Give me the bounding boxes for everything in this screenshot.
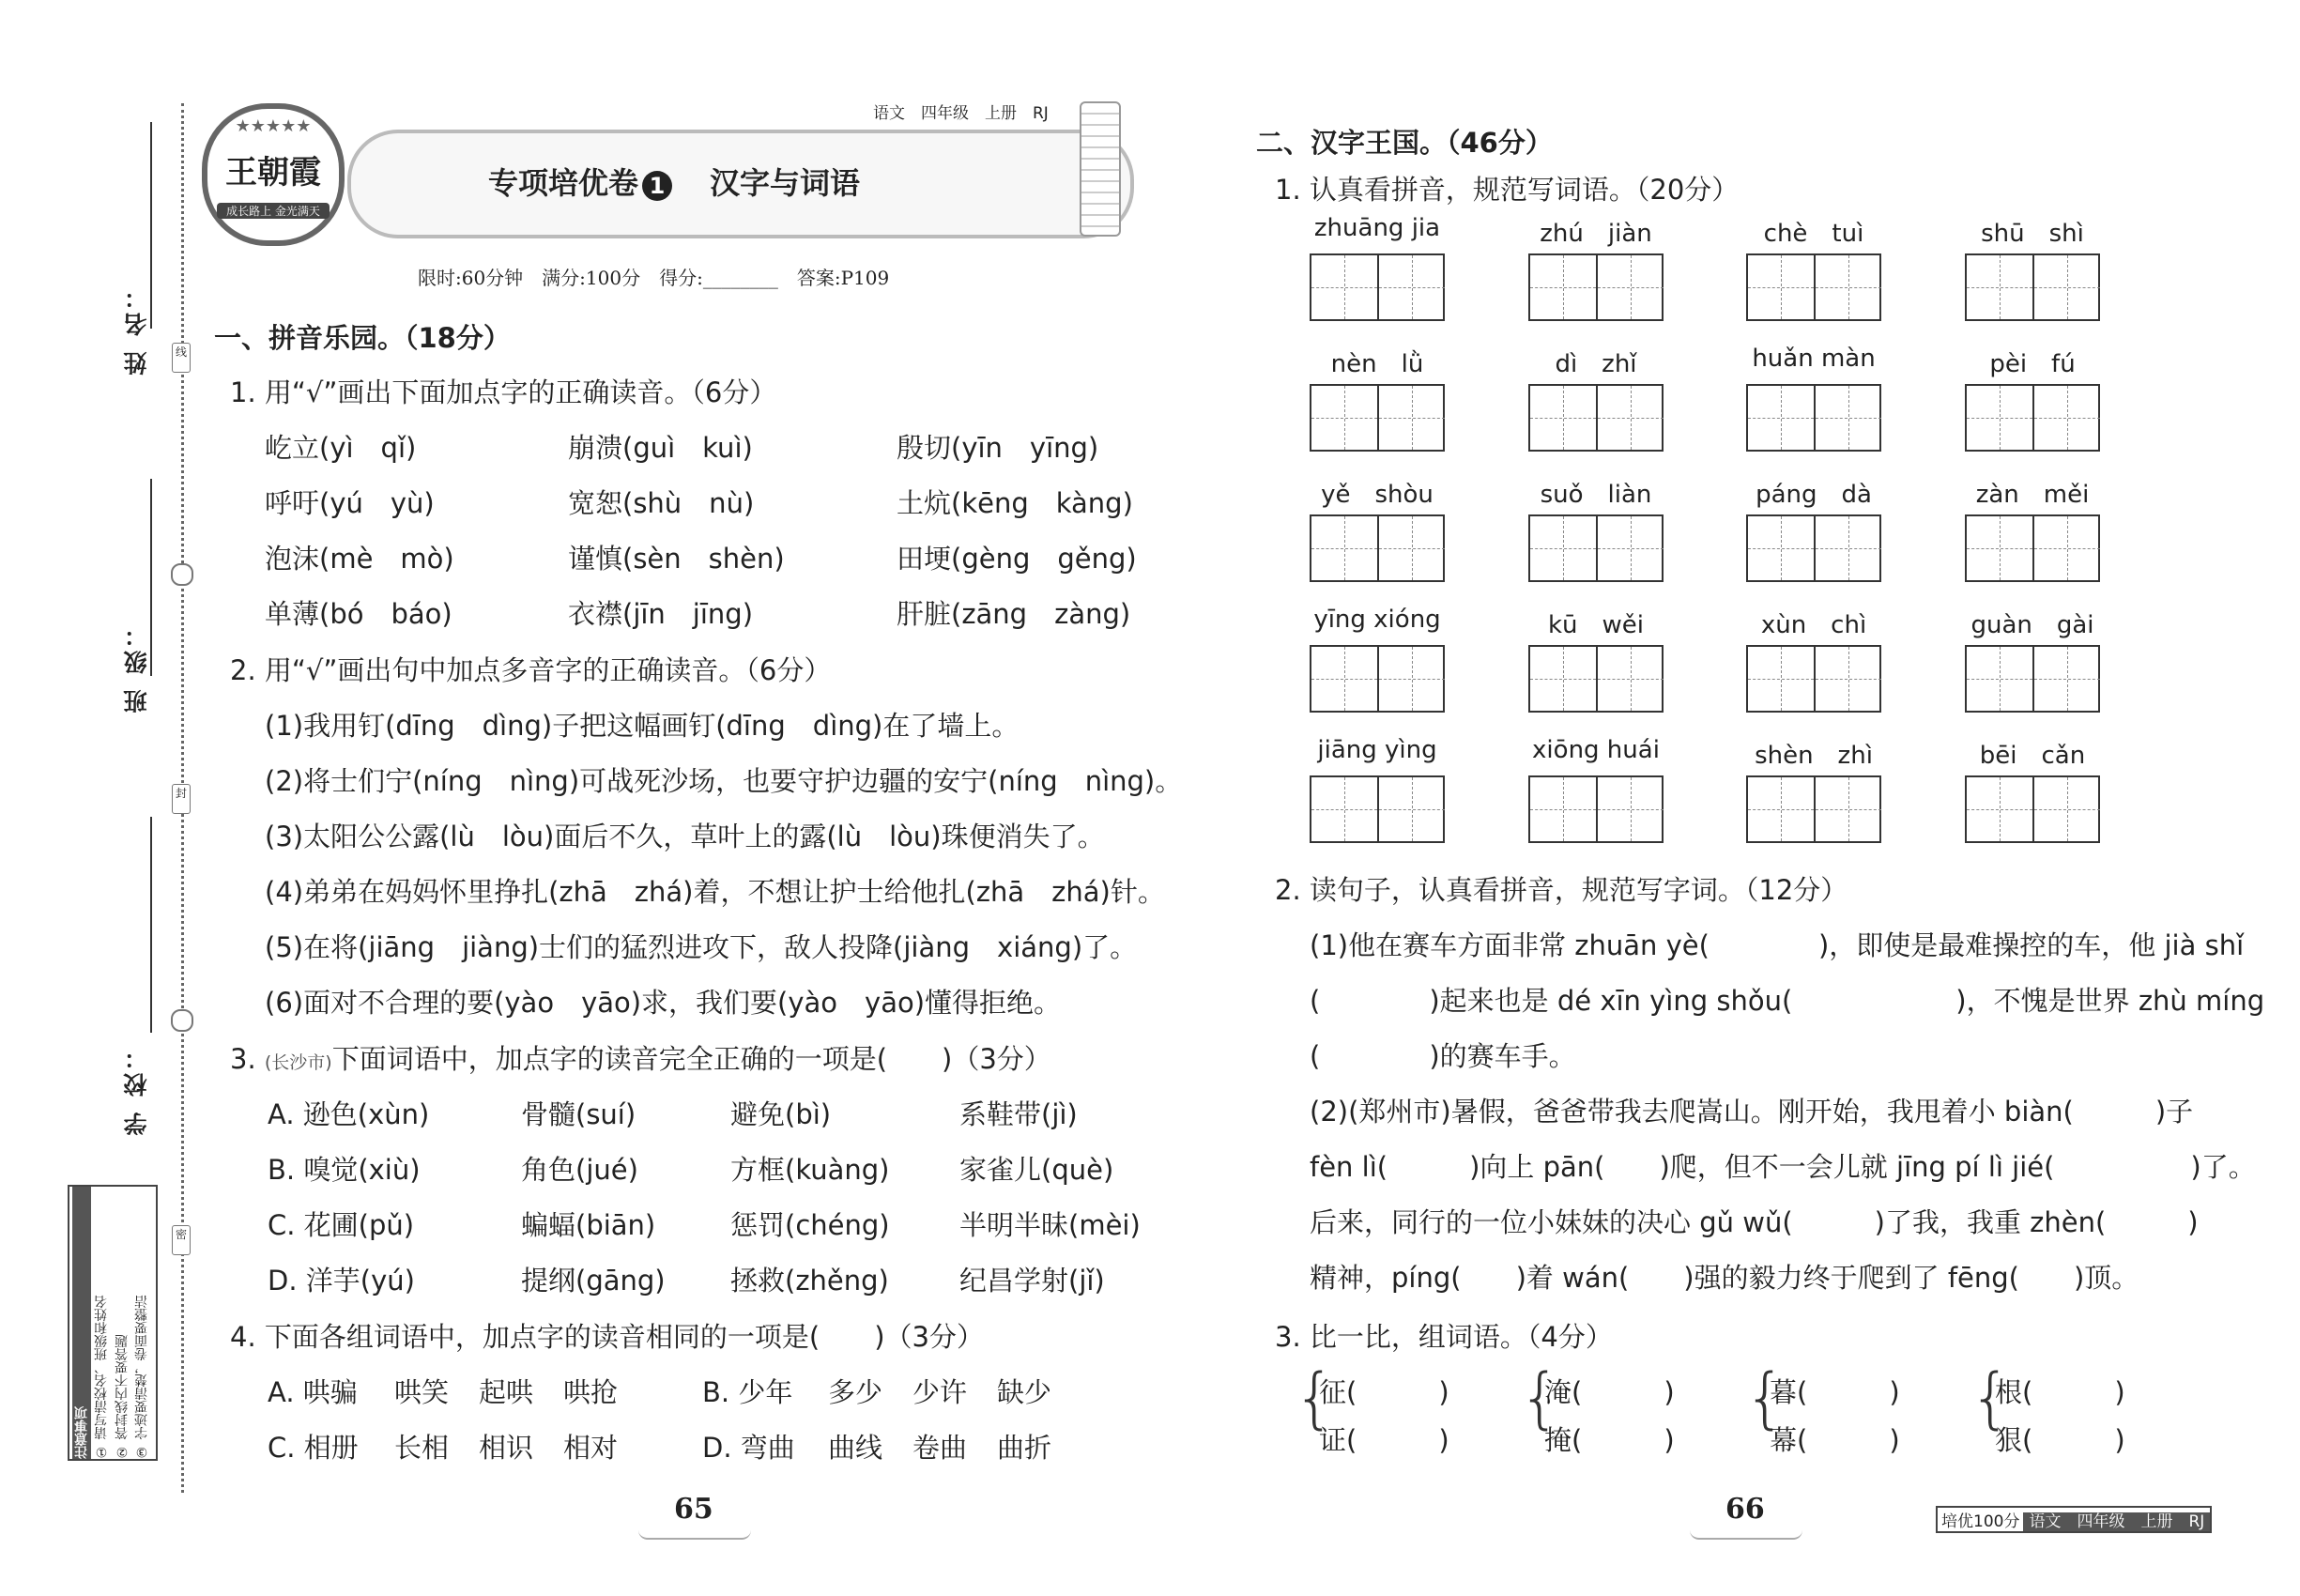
brace-icon: {	[1970, 1359, 2012, 1436]
q3-option: 半明半昧(mèi)	[959, 1209, 1141, 1241]
q1-item: 宽恕(shù nù)	[568, 487, 755, 519]
brand-sub: 成长路上 金光满天	[217, 203, 330, 219]
q1-item: 肝脏(zāng zàng)	[897, 598, 1131, 630]
grid-cell[interactable]	[1311, 255, 1379, 319]
grid-cell[interactable]	[2034, 255, 2100, 319]
q3-option: 惩罚(chéng)	[730, 1209, 890, 1241]
q2-line: (1)我用钉(dīng dìng)子把这幅画钉(dīng dìng)在了墙上。	[265, 710, 1020, 742]
brand-logo	[202, 103, 345, 246]
q4-word: 多少	[828, 1376, 883, 1408]
page-ornament	[1690, 1530, 1802, 1540]
q3-option: 纪昌学射(jǐ)	[959, 1265, 1105, 1297]
grid-cell[interactable]	[1748, 647, 1816, 711]
grid-cell[interactable]	[1311, 777, 1379, 841]
q4-word: 缺少	[997, 1376, 1052, 1408]
q3-num: 3.	[230, 1043, 256, 1075]
page-number-left: 65	[674, 1493, 713, 1526]
q3-option: B. 嗅觉(xiù)	[268, 1154, 421, 1186]
compare-item: 征( )	[1319, 1376, 1449, 1408]
writing-grid[interactable]	[1965, 384, 2100, 452]
q3-text: 下面词语中，加点字的读音完全正确的一项是( )（3分）	[331, 1043, 1051, 1075]
grid-cell[interactable]	[1967, 647, 2034, 711]
pinyin-prompt: xùn chì	[1760, 611, 1867, 639]
q3-option: 角色(jué)	[521, 1154, 638, 1186]
writing-grid[interactable]	[1746, 514, 1881, 582]
q3-option: 家雀儿(què)	[959, 1154, 1114, 1186]
q4-word: C. 相册	[268, 1432, 359, 1464]
stars-icon: ★★★★★	[235, 116, 312, 136]
grid-cell[interactable]	[1816, 647, 1881, 711]
r-q2-line: 精神，píng( )着 wán( )强的毅力终于爬到了 fēng( )顶。	[1310, 1262, 2139, 1294]
grid-cell[interactable]	[2034, 386, 2100, 450]
footer-tag: 培优100分	[1941, 1512, 2020, 1531]
binding-hole-icon	[171, 1009, 193, 1032]
compare-item: 掩( )	[1544, 1424, 1675, 1456]
pinyin-prompt: dì zhǐ	[1555, 350, 1637, 378]
q3-option: 蝙蝠(biān)	[521, 1209, 656, 1241]
writing-grid[interactable]	[1528, 253, 1664, 321]
q1-item: 殷切(yīn yīng)	[897, 432, 1099, 464]
r-q2-line: 后来，同行的一位小妹妹的决心 gǔ wǔ( )了我，我重 zhèn( )	[1310, 1206, 2199, 1238]
q3-option: D. 洋芋(yú)	[268, 1265, 415, 1297]
brace-icon: {	[1744, 1359, 1786, 1436]
pinyin-prompt: zàn měi	[1975, 481, 2090, 509]
grid-cell[interactable]	[1816, 255, 1881, 319]
cut-mark: 封	[172, 784, 191, 814]
r-q2-prompt: 2. 读句子，认真看拼音，规范写字词。（12分）	[1275, 874, 1848, 906]
q3-option: 方框(kuàng)	[730, 1154, 890, 1186]
title-main: 汉字与词语	[710, 165, 861, 201]
q4-word: B. 少年	[702, 1376, 793, 1408]
q4-word: 起哄	[479, 1376, 534, 1408]
grid-cell[interactable]	[1530, 386, 1598, 450]
pinyin-prompt: jiāng yìng	[1317, 736, 1437, 764]
q4-word: 少许	[912, 1376, 968, 1408]
q3-option: C. 花圃(pǔ)	[268, 1209, 415, 1241]
grid-cell[interactable]	[1816, 386, 1881, 450]
grid-cell[interactable]	[1530, 777, 1598, 841]
grid-cell[interactable]	[1379, 255, 1445, 319]
pinyin-prompt: shū shì	[1981, 220, 2084, 248]
q4-word: 相识	[479, 1432, 534, 1464]
writing-grid[interactable]	[1310, 645, 1445, 713]
q4-word: 相对	[563, 1432, 619, 1464]
q2-prompt: 2. 用“√”画出句中加点多音字的正确读音。（6分）	[230, 654, 832, 686]
compare-item: 根( )	[1995, 1376, 2125, 1408]
writing-grid[interactable]	[1965, 645, 2100, 713]
writing-grid[interactable]	[1965, 253, 2100, 321]
grid-cell[interactable]	[1530, 255, 1598, 319]
pinyin-prompt: yě shòu	[1321, 481, 1434, 509]
grid-cell[interactable]	[1598, 516, 1664, 580]
q3-region-tag: (长沙市)	[264, 1052, 332, 1073]
grid-cell[interactable]	[1598, 255, 1664, 319]
school-line	[150, 817, 152, 1033]
q1-item: 屹立(yì qǐ)	[265, 432, 417, 464]
writing-grid[interactable]	[1528, 775, 1664, 843]
grid-cell[interactable]	[1311, 647, 1379, 711]
note-item: ② 答封线内不要答题	[114, 1334, 130, 1459]
compare-item: 幕( )	[1770, 1424, 1900, 1456]
grid-cell[interactable]	[1748, 516, 1816, 580]
q4-word: D. 弯曲	[702, 1432, 795, 1464]
q4-word: 曲折	[997, 1432, 1052, 1464]
pinyin-prompt: pèi fú	[1989, 350, 2076, 378]
school-label: 学 校：	[123, 1042, 150, 1136]
binding-hole-icon	[171, 563, 193, 586]
q1-item: 泡沫(mè mò)	[265, 543, 454, 575]
grid-cell[interactable]	[1967, 516, 2034, 580]
pinyin-prompt: kū wěi	[1547, 611, 1645, 639]
grid-cell[interactable]	[1598, 647, 1664, 711]
pinyin-prompt: zhú jiàn	[1540, 220, 1652, 248]
pinyin-prompt: xiōng huái	[1532, 736, 1660, 764]
class-label: 班 级：	[123, 620, 150, 714]
cut-mark: 线	[172, 343, 191, 373]
q3-option: A. 逊色(xùn)	[268, 1098, 430, 1130]
grid-cell[interactable]	[1967, 255, 2034, 319]
grid-cell[interactable]	[1748, 777, 1816, 841]
writing-grid[interactable]	[1528, 645, 1664, 713]
q3-option: 骨髓(suí)	[521, 1098, 636, 1130]
page-number-right: 66	[1725, 1493, 1765, 1526]
compare-item: 证( )	[1319, 1424, 1449, 1456]
r-q2-line: ( )起来也是 dé xīn yìng shǒu( )，不愧是世界 zhù míng	[1310, 985, 2265, 1017]
q1-item: 谨慎(sèn shèn)	[568, 543, 785, 575]
footer-meta: 语文 四年级 上册 RJ	[2023, 1512, 2210, 1531]
r-q3-prompt: 3. 比一比，组词语。（4分）	[1275, 1321, 1613, 1353]
writing-grid[interactable]	[1310, 514, 1445, 582]
q1-prompt: 1. 用“√”画出下面加点字的正确读音。（6分）	[230, 376, 777, 408]
pinyin-prompt: zhuāng jia	[1313, 214, 1441, 242]
writing-grid[interactable]	[1965, 775, 2100, 843]
q4-word: 曲线	[828, 1432, 883, 1464]
r-q2-line: fèn lì( )向上 pān( )爬，但不一会儿就 jīng pí lì jié( )了。	[1310, 1151, 2256, 1183]
page-ornament	[638, 1530, 751, 1540]
writing-grid[interactable]	[1746, 384, 1881, 452]
grid-cell[interactable]	[1967, 386, 2034, 450]
q2-line: (6)面对不合理的要(yào yāo)求，我们要(yào yāo)懂得拒绝。	[265, 987, 1062, 1019]
grid-cell[interactable]	[1379, 516, 1445, 580]
writing-grid[interactable]	[1528, 514, 1664, 582]
pinyin-prompt: guàn gài	[1970, 611, 2094, 639]
q1-item: 田埂(gèng gěng)	[897, 543, 1137, 575]
lighthouse-icon	[1080, 101, 1121, 237]
r-q1-prompt: 1. 认真看拼音，规范写词语。（20分）	[1275, 174, 1740, 206]
cut-mark: 密	[172, 1225, 191, 1255]
pinyin-prompt: chè tuì	[1763, 220, 1864, 248]
grid-cell[interactable]	[1379, 386, 1445, 450]
writing-grid[interactable]	[1746, 645, 1881, 713]
r-q2-line: (2)(郑州市)暑假，爸爸带我去爬嵩山。刚开始，我甩着小 biàn( )子	[1310, 1096, 2194, 1128]
writing-grid[interactable]	[1746, 775, 1881, 843]
pinyin-prompt: suǒ liàn	[1540, 481, 1652, 509]
writing-grid[interactable]	[1746, 253, 1881, 321]
q4-word: A. 哄骗	[268, 1376, 358, 1408]
compare-item: 淹( )	[1544, 1376, 1675, 1408]
q1-item: 土炕(kēng kàng)	[897, 487, 1133, 519]
pinyin-prompt: huǎn màn	[1752, 345, 1876, 373]
footer-badge	[1936, 1506, 2212, 1533]
grid-cell[interactable]	[1598, 777, 1664, 841]
grid-cell[interactable]	[1379, 647, 1445, 711]
grid-cell[interactable]	[1311, 386, 1379, 450]
grid-cell[interactable]	[2034, 647, 2100, 711]
brand-name: 王朝霞	[225, 154, 321, 192]
brace-icon: {	[1294, 1359, 1336, 1436]
r-q2-line: ( )的赛车手。	[1310, 1040, 1576, 1072]
subject-meta: 语文 四年级 上册 RJ	[873, 104, 1049, 123]
grid-cell[interactable]	[1311, 516, 1379, 580]
r-q2-line: (1)他在赛车方面非常 zhuān yè( )，即使是最难操控的车，他 jià shǐ	[1310, 929, 2245, 961]
compare-item: 狠( )	[1995, 1424, 2125, 1456]
grid-cell[interactable]	[1748, 386, 1816, 450]
q4-word: 卷曲	[912, 1432, 968, 1464]
pinyin-prompt: bēi cǎn	[1979, 742, 2086, 770]
q4-prompt: 4. 下面各组词语中，加点字的读音相同的一项是( )（3分）	[230, 1321, 984, 1353]
q1-item: 崩溃(guì kuì)	[568, 432, 753, 464]
q3-option: 避免(bì)	[730, 1098, 832, 1130]
note-item: ① 请写清校名、班级和姓名	[94, 1295, 110, 1459]
brace-icon: {	[1519, 1359, 1561, 1436]
pinyin-prompt: shèn zhì	[1755, 742, 1873, 770]
grid-cell[interactable]	[2034, 777, 2100, 841]
grid-cell[interactable]	[1967, 777, 2034, 841]
grid-cell[interactable]	[1748, 255, 1816, 319]
grid-cell[interactable]	[1816, 516, 1881, 580]
pinyin-prompt: páng dà	[1756, 481, 1872, 509]
grid-cell[interactable]	[1530, 516, 1598, 580]
q4-word: 长相	[394, 1432, 450, 1464]
q4-word: 哄笑	[394, 1376, 450, 1408]
grid-cell[interactable]	[1379, 777, 1445, 841]
note-item: ③ 字迹要清楚，卷面要整洁	[134, 1295, 150, 1459]
grid-cell[interactable]	[2034, 516, 2100, 580]
title-line	[488, 160, 860, 203]
title-prefix: 专项培优卷	[488, 165, 639, 201]
q2-line: (5)在将(jiāng jiàng)士们的猛烈进攻下，敌人投降(jiàng xiáng)了。	[265, 931, 1138, 963]
grid-cell[interactable]	[1598, 386, 1664, 450]
writing-grid[interactable]	[1528, 384, 1664, 452]
q2-line: (2)将士们宁(níng nìng)可战死沙场，也要守护边疆的安宁(níng nìng)。	[265, 765, 1183, 797]
compare-item: 暮( )	[1770, 1376, 1900, 1408]
q3-prompt	[230, 1038, 1051, 1077]
pinyin-prompt: yīng xióng	[1313, 606, 1441, 634]
q4-word: 哄抢	[563, 1376, 619, 1408]
q2-line: (4)弟弟在妈妈怀里挣扎(zhā zhá)着，不想让护士给他扎(zhā zhá)针。	[265, 876, 1165, 908]
grid-cell[interactable]	[1530, 647, 1598, 711]
q3-option: 系鞋带(jì)	[959, 1098, 1078, 1130]
grid-cell[interactable]	[1816, 777, 1881, 841]
writing-grid[interactable]	[1965, 514, 2100, 582]
q1-item: 衣襟(jīn jīng)	[568, 598, 754, 630]
q3-option: 提纲(gāng)	[521, 1265, 666, 1297]
notes-title: 注意事项	[72, 1187, 91, 1459]
writing-grid[interactable]	[1310, 253, 1445, 321]
writing-grid[interactable]	[1310, 775, 1445, 843]
section-1-heading: 一、拼音乐园。（18分）	[214, 322, 511, 354]
q3-option: 拯救(zhěng)	[730, 1265, 889, 1297]
notes-box	[68, 1185, 158, 1461]
q1-item: 呼吁(yú yù)	[265, 487, 435, 519]
writing-grid[interactable]	[1310, 384, 1445, 452]
pinyin-prompt: nèn lǜ	[1330, 350, 1424, 378]
q2-line: (3)太阳公公露(lù lòu)面后不久，草叶上的露(lù lòu)珠便消失了。	[265, 821, 1105, 852]
title-num: 1	[642, 171, 672, 201]
section-2-heading: 二、汉字王国。（46分）	[1256, 127, 1553, 159]
name-label: 姓 名：	[123, 282, 150, 376]
q1-item: 单薄(bó báo)	[265, 598, 452, 630]
exam-info: 限时:60分钟 满分:100分 得分:________ 答案:P109	[418, 267, 890, 289]
